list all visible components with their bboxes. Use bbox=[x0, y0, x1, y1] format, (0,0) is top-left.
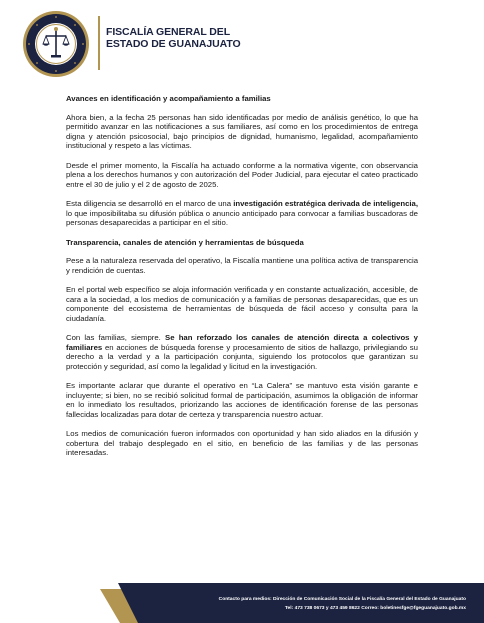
page-footer bbox=[0, 583, 484, 623]
paragraph-2: Desde el primer momento, la Fiscalía ha actuado conforme a la normativa vigente, con observancia plena a los derechos humanos y con autorización del Poder Judicial, para ejecutar el cateo practicado entre el 30 de julio y el 2 de agosto de 2025. bbox=[66, 160, 418, 189]
press-release-body bbox=[66, 94, 418, 468]
paragraph-1: Ahora bien, a la fecha 25 personas han sido identificadas por medio de análisis genético, lo que ha permitido avanzar en las notificaciones a sus familiares, así como en los procedimientos de entrega digna y atención psicosocial, bajo principios de dignidad, humanismo, legalidad, acompañamiento institucional y respeto a las víctimas. bbox=[66, 112, 418, 151]
section-heading-transparency: Transparencia, canales de atención y herramientas de búsqueda bbox=[66, 237, 304, 247]
paragraph-3-text-c: lo que imposibilitaba su difusión pública o anuncio anticipado para convocar a familias buscadoras de personas desaparecidas a participar en el sitio. bbox=[66, 208, 418, 228]
page-header bbox=[0, 0, 484, 80]
footer-contact-line-1: Contacto para medios: Dirección de Comunicación Social de la Fiscalía General del Estado de Guanajuato bbox=[218, 597, 466, 602]
paragraph-8: Los medios de comunicación fueron informados con oportunidad y han sido aliados en la difusión y cobertura del trabajo desplegado en el sitio, en beneficio de las familias y de las personas interesadas. bbox=[66, 429, 418, 458]
header-divider bbox=[98, 16, 100, 70]
paragraph-3 bbox=[66, 199, 418, 228]
footer-contact bbox=[146, 595, 466, 613]
paragraph-6-bold: Se han reforzado los canales de atención directa a colectivos y familiares bbox=[66, 333, 418, 352]
paragraph-6-text-c: en acciones de búsqueda forense y procesamiento de sitios de hallazgo, privilegiando su derecho a la verdad y a la participación conjunta, siguiendo los protocolos que garantizan su protección y seguridad, así como la legalidad y licitud en la investigación. bbox=[66, 342, 418, 371]
org-line-1: FISCALÍA GENERAL DEL bbox=[106, 26, 231, 38]
paragraph-4: Pese a la naturaleza reservada del operativo, la Fiscalía mantiene una política activa de transparencia y rendición de cuentas. bbox=[66, 256, 418, 275]
paragraph-3-bold: investigación estratégica derivada de inteligencia, bbox=[233, 199, 419, 209]
fiscalia-seal-logo bbox=[22, 10, 90, 78]
paragraph-6 bbox=[66, 333, 418, 371]
paragraph-6-text-a: Con las familias, siempre. bbox=[66, 333, 166, 343]
paragraph-3-text-a: Esta diligencia se desarrolló en el marco de una bbox=[66, 199, 234, 209]
section-heading-identification: Avances en identificación y acompañamiento a familias bbox=[66, 94, 271, 103]
paragraph-7: Es importante aclarar que durante el operativo en “La Calera” se mantuvo esta visión garante e incluyente; si bien, no se recibió solicitud formal de participación, asumimos la obligación de informar en lo inmediato los resultados, priorizando las acciones de identificación forense de las personas fallecidas localizadas para dotar de certeza y transparencia nuestro actuar. bbox=[66, 381, 418, 419]
org-line-2: ESTADO DE GUANAJUATO bbox=[106, 38, 241, 50]
paragraph-5: En el portal web específico se aloja información verificada y en constante actualización, accesible, de cara a la sociedad, a los medios de comunicación y a familias de personas desaparecidas, que es un componente del ecosistema de herramientas de búsqueda de fácil acceso y consulta para la ciudadanía. bbox=[66, 285, 418, 323]
organization-name bbox=[106, 26, 241, 50]
footer-contact-line-2: Tel: 473 738 0673 y 473 459 8622 Correo: boletinesfge@fgeguanajuato.gob.mx bbox=[284, 606, 466, 611]
